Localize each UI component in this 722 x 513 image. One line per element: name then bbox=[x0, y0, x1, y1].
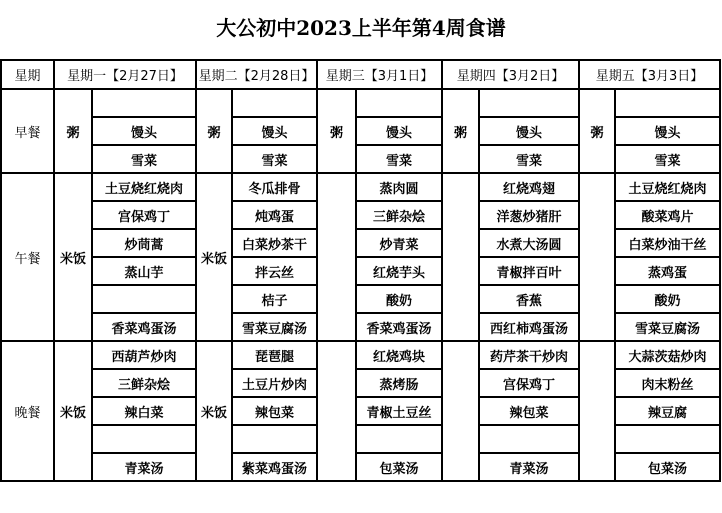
staple-cell: 米饭 bbox=[196, 173, 232, 341]
dish-cell: 大蒜茨菇炒肉 bbox=[615, 341, 720, 369]
dish-cell: 红烧芋头 bbox=[356, 257, 442, 285]
dish-cell: 青菜汤 bbox=[479, 453, 579, 481]
dish-cell: 香菜鸡蛋汤 bbox=[92, 313, 196, 341]
dish-cell: 馒头 bbox=[92, 117, 196, 145]
dish-cell: 辣包菜 bbox=[232, 397, 317, 425]
dish-cell bbox=[92, 285, 196, 313]
dish-cell bbox=[615, 89, 720, 117]
dish-cell: 红烧鸡块 bbox=[356, 341, 442, 369]
dish-cell: 土豆片炒肉 bbox=[232, 369, 317, 397]
dish-cell: 包菜汤 bbox=[615, 453, 720, 481]
dish-cell: 白菜炒油干丝 bbox=[615, 229, 720, 257]
dish-cell bbox=[479, 425, 579, 453]
dish-cell: 拌云丝 bbox=[232, 257, 317, 285]
header-label: 星期 bbox=[1, 60, 54, 89]
staple-cell bbox=[317, 341, 356, 481]
day-header: 星期二【2月28日】 bbox=[196, 60, 317, 89]
staple-cell bbox=[317, 173, 356, 341]
dish-cell: 土豆烧红烧肉 bbox=[615, 173, 720, 201]
day-header: 星期三【3月1日】 bbox=[317, 60, 442, 89]
dish-cell: 酸奶 bbox=[356, 285, 442, 313]
dish-cell: 肉末粉丝 bbox=[615, 369, 720, 397]
staple-cell: 米饭 bbox=[54, 173, 92, 341]
dish-cell: 雪菜 bbox=[92, 145, 196, 173]
staple-cell: 粥 bbox=[54, 89, 92, 173]
dish-cell: 雪菜 bbox=[356, 145, 442, 173]
dish-cell: 红烧鸡翅 bbox=[479, 173, 579, 201]
dish-cell: 馒头 bbox=[479, 117, 579, 145]
dish-cell: 青菜汤 bbox=[92, 453, 196, 481]
staple-cell bbox=[442, 341, 479, 481]
dish-cell: 馒头 bbox=[232, 117, 317, 145]
day-header: 星期四【3月2日】 bbox=[442, 60, 579, 89]
day-header: 星期五【3月3日】 bbox=[579, 60, 720, 89]
dish-cell: 白菜炒茶干 bbox=[232, 229, 317, 257]
dish-cell: 蒸鸡蛋 bbox=[615, 257, 720, 285]
dish-cell: 雪菜 bbox=[479, 145, 579, 173]
dish-cell: 蒸肉圆 bbox=[356, 173, 442, 201]
staple-cell bbox=[579, 173, 615, 341]
dish-cell: 雪菜 bbox=[232, 145, 317, 173]
dish-cell: 香菜鸡蛋汤 bbox=[356, 313, 442, 341]
dish-cell: 宫保鸡丁 bbox=[479, 369, 579, 397]
dish-cell: 紫菜鸡蛋汤 bbox=[232, 453, 317, 481]
dish-cell: 炖鸡蛋 bbox=[232, 201, 317, 229]
dish-cell bbox=[232, 89, 317, 117]
dish-cell bbox=[92, 89, 196, 117]
dish-cell: 馒头 bbox=[356, 117, 442, 145]
dish-cell: 水煮大汤圆 bbox=[479, 229, 579, 257]
staple-cell: 米饭 bbox=[54, 341, 92, 481]
dish-cell bbox=[356, 425, 442, 453]
staple-cell: 粥 bbox=[442, 89, 479, 173]
dish-cell: 琵琶腿 bbox=[232, 341, 317, 369]
staple-cell: 粥 bbox=[317, 89, 356, 173]
dish-cell bbox=[479, 89, 579, 117]
staple-cell bbox=[442, 173, 479, 341]
dish-cell: 药芹茶干炒肉 bbox=[479, 341, 579, 369]
menu-table bbox=[0, 59, 721, 482]
dish-cell bbox=[92, 425, 196, 453]
staple-cell: 粥 bbox=[579, 89, 615, 173]
dish-cell: 蒸烤肠 bbox=[356, 369, 442, 397]
header-row bbox=[1, 60, 720, 89]
dish-cell: 辣包菜 bbox=[479, 397, 579, 425]
dish-cell: 雪菜豆腐汤 bbox=[232, 313, 317, 341]
dish-cell: 辣白菜 bbox=[92, 397, 196, 425]
staple-cell: 粥 bbox=[196, 89, 232, 173]
table-row bbox=[1, 341, 720, 369]
table-row bbox=[1, 173, 720, 201]
dish-cell: 雪菜豆腐汤 bbox=[615, 313, 720, 341]
staple-cell: 米饭 bbox=[196, 341, 232, 481]
dish-cell: 洋葱炒猪肝 bbox=[479, 201, 579, 229]
dish-cell: 包菜汤 bbox=[356, 453, 442, 481]
dish-cell bbox=[232, 425, 317, 453]
dish-cell: 馒头 bbox=[615, 117, 720, 145]
table-row bbox=[1, 89, 720, 117]
dish-cell: 桔子 bbox=[232, 285, 317, 313]
dish-cell bbox=[356, 89, 442, 117]
dish-cell: 冬瓜排骨 bbox=[232, 173, 317, 201]
dish-cell: 香蕉 bbox=[479, 285, 579, 313]
dish-cell: 西葫芦炒肉 bbox=[92, 341, 196, 369]
dish-cell: 炒茼蒿 bbox=[92, 229, 196, 257]
dish-cell: 三鲜杂烩 bbox=[92, 369, 196, 397]
meal-label-dinner: 晚餐 bbox=[1, 341, 54, 481]
staple-cell bbox=[579, 341, 615, 481]
dish-cell: 辣豆腐 bbox=[615, 397, 720, 425]
dish-cell: 青椒土豆丝 bbox=[356, 397, 442, 425]
meal-label-breakfast: 早餐 bbox=[1, 89, 54, 173]
page-title: 大公初中2023上半年第4周食谱 bbox=[216, 16, 506, 40]
dish-cell: 蒸山芋 bbox=[92, 257, 196, 285]
dish-cell: 土豆烧红烧肉 bbox=[92, 173, 196, 201]
dish-cell: 酸奶 bbox=[615, 285, 720, 313]
dish-cell: 炒青菜 bbox=[356, 229, 442, 257]
dish-cell: 青椒拌百叶 bbox=[479, 257, 579, 285]
dish-cell: 酸菜鸡片 bbox=[615, 201, 720, 229]
meal-label-lunch: 午餐 bbox=[1, 173, 54, 341]
dish-cell: 三鲜杂烩 bbox=[356, 201, 442, 229]
day-header: 星期一【2月27日】 bbox=[54, 60, 196, 89]
dish-cell: 西红柿鸡蛋汤 bbox=[479, 313, 579, 341]
dish-cell: 宫保鸡丁 bbox=[92, 201, 196, 229]
dish-cell: 雪菜 bbox=[615, 145, 720, 173]
dish-cell bbox=[615, 425, 720, 453]
